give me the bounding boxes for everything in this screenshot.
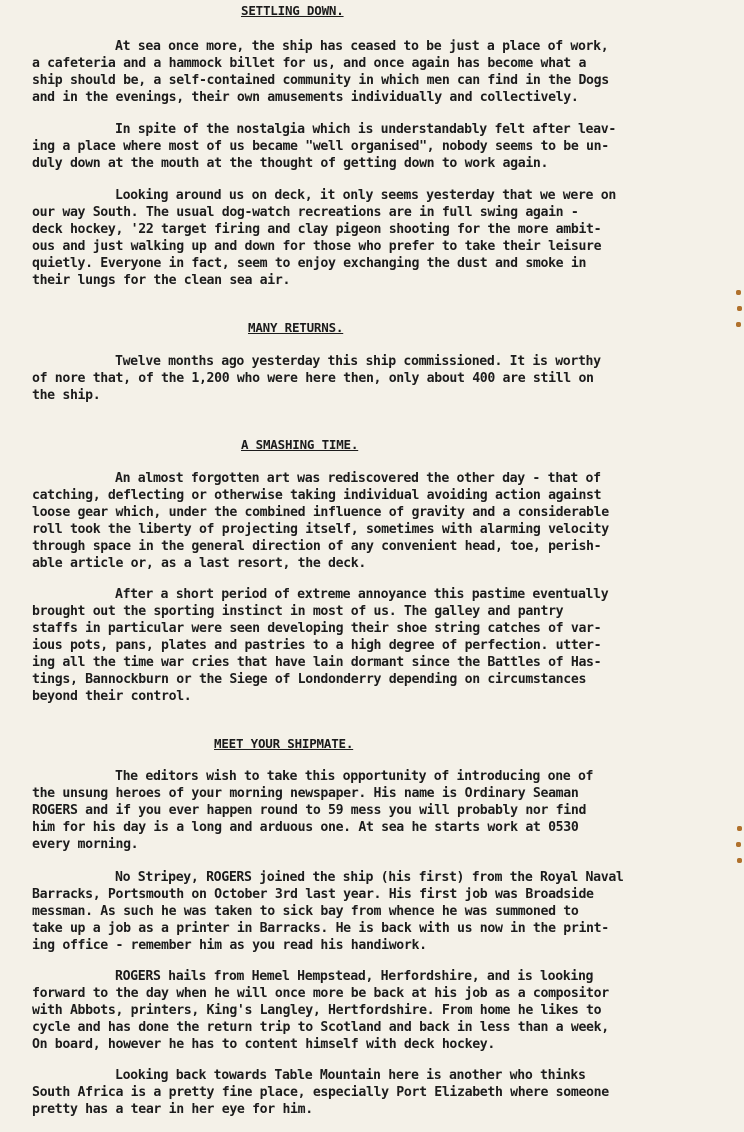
text-line: pretty has a tear in her eye for him. — [32, 1102, 313, 1117]
text-line: the unsung heroes of your morning newspaper. His name is Ordinary Seaman — [32, 786, 579, 801]
text-line: No Stripey, ROGERS joined the ship (his first) from the Royal Naval — [115, 870, 624, 885]
section-heading-meet-your-shipmate: MEET YOUR SHIPMATE. — [214, 736, 354, 751]
text-line: At sea once more, the ship has ceased to be just a place of work, — [115, 39, 609, 54]
text-line: ROGERS and if you ever happen round to 59 mess you will probably nor find — [32, 803, 587, 818]
text-line: take up a job as a printer in Barracks. He is back with us now in the print- — [32, 921, 609, 936]
text-line: loose gear which, under the combined influence of gravity and a considerable — [32, 505, 609, 520]
text-line: The editors wish to take this opportunity of introducing one of — [115, 769, 594, 784]
paper-stain — [736, 322, 741, 327]
text-line: the ship. — [32, 388, 101, 403]
text-line: ous and just walking up and down for those who prefer to take their leisure — [32, 239, 602, 254]
paper-stain — [737, 858, 742, 863]
text-line: ing a place where most of us became "well organised", nobody seems to be un- — [32, 139, 609, 154]
section-heading-a-smashing-time: A SMASHING TIME. — [241, 437, 359, 452]
text-line: Looking around us on deck, it only seems yesterday that we were on — [115, 188, 616, 203]
paper-stain — [736, 842, 741, 847]
paper-stain — [736, 290, 741, 295]
text-line: beyond their control. — [32, 689, 192, 704]
text-line: roll took the liberty of projecting itself, sometimes with alarming velocity — [32, 522, 609, 537]
text-line: our way South. The usual dog-watch recreations are in full swing again - — [32, 205, 579, 220]
text-line: Barracks, Portsmouth on October 3rd last year. His first job was Broadside — [32, 887, 594, 902]
paper-stain — [737, 306, 742, 311]
text-line: able article or, as a last resort, the deck. — [32, 556, 366, 571]
text-line: brought out the sporting instinct in most of us. The galley and pantry — [32, 604, 564, 619]
text-line: through space in the general direction of any convenient head, toe, perish- — [32, 539, 602, 554]
text-line: Twelve months ago yesterday this ship commissioned. It is worthy — [115, 354, 601, 369]
text-line: with Abbots, printers, King's Langley, Hertfordshire. From home he likes to — [32, 1003, 602, 1018]
text-line: ing office - remember him as you read his handiwork. — [32, 938, 427, 953]
text-line: South Africa is a pretty fine place, especially Port Elizabeth where someone — [32, 1085, 609, 1100]
text-line: messman. As such he was taken to sick bay from whence he was summoned to — [32, 904, 579, 919]
text-line: forward to the day when he will once more be back at his job as a compositor — [32, 986, 609, 1001]
text-line: Looking back towards Table Mountain here is another who thinks — [115, 1068, 586, 1083]
text-line: tings, Bannockburn or the Siege of Londonderry depending on circumstances — [32, 672, 587, 687]
text-line: In spite of the nostalgia which is understandably felt after leav- — [115, 122, 616, 137]
text-line: After a short period of extreme annoyance this pastime eventually — [115, 587, 609, 602]
text-line: ship should be, a self-contained community in which men can find in the Dogs — [32, 73, 609, 88]
text-line: On board, however he has to content himself with deck hockey. — [32, 1037, 495, 1052]
text-line: a cafeteria and a hammock billet for us, and once again has become what a — [32, 56, 587, 71]
text-line: An almost forgotten art was rediscovered the other day - that of — [115, 471, 601, 486]
text-line: catching, deflecting or otherwise taking individual avoiding action against — [32, 488, 602, 503]
text-line: every morning. — [32, 837, 139, 852]
paper-stain — [737, 826, 742, 831]
text-line: deck hockey, '22 target firing and clay pigeon shooting for the more ambit- — [32, 222, 602, 237]
text-line: duly down at the mouth at the thought of getting down to work again. — [32, 156, 549, 171]
text-line: ing all the time war cries that have lain dormant since the Battles of Has- — [32, 655, 602, 670]
text-line: staffs in particular were seen developing their shoe string catches of var- — [32, 621, 602, 636]
text-line: and in the evenings, their own amusements individually and collectively. — [32, 90, 579, 105]
text-line: their lungs for the clean sea air. — [32, 273, 291, 288]
text-line: of nore that, of the 1,200 who were here then, only about 400 are still on — [32, 371, 594, 386]
text-line: him for his day is a long and arduous one. At sea he starts work at 0530 — [32, 820, 579, 835]
text-line: quietly. Everyone in fact, seem to enjoy exchanging the dust and smoke in — [32, 256, 587, 271]
text-line: ROGERS hails from Hemel Hempstead, Herfordshire, and is looking — [115, 969, 594, 984]
section-heading-many-returns: MANY RETURNS. — [248, 320, 344, 335]
text-line: cycle and has done the return trip to Scotland and back in less than a week, — [32, 1020, 609, 1035]
text-line: ious pots, pans, plates and pastries to a high degree of perfection. utter- — [32, 638, 602, 653]
section-heading-settling-down: SETTLING DOWN. — [241, 3, 344, 18]
